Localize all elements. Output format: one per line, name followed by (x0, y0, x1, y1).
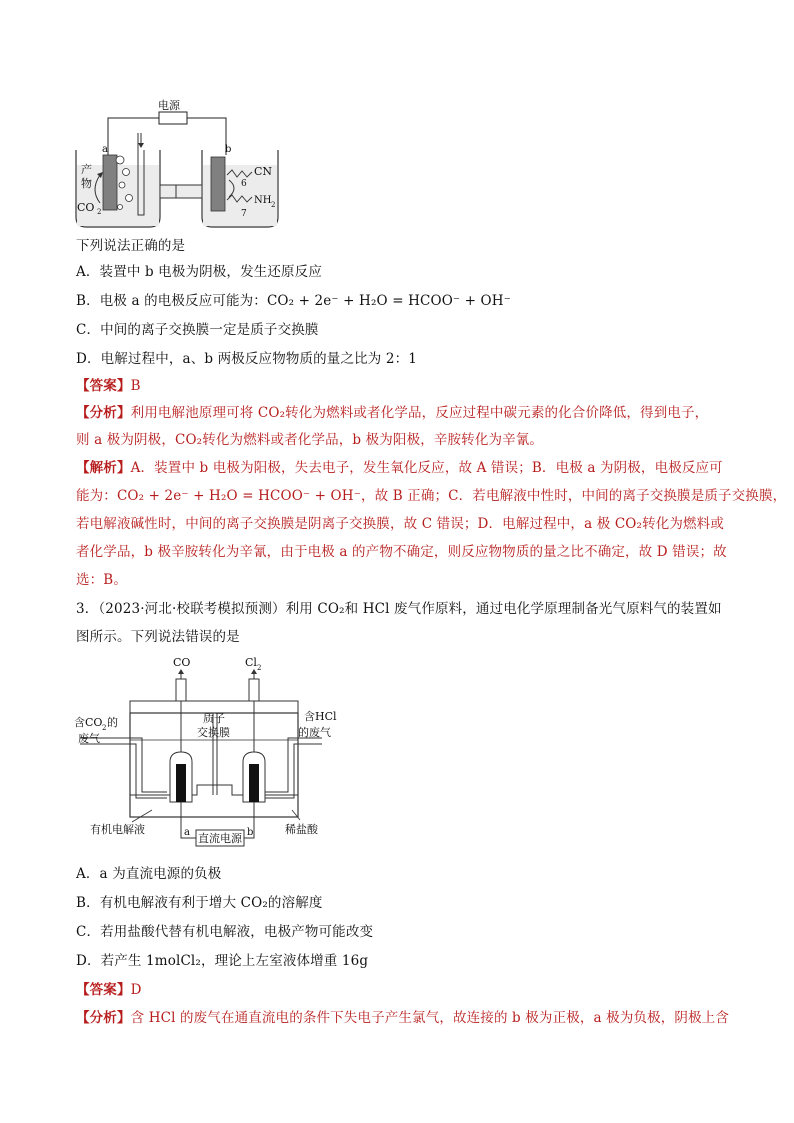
left-gas-subscript: 2 (102, 724, 107, 732)
q2-explain-line-2: 能为：CO₂ + 2e⁻ + H₂O = HCOO⁻ + OH⁻，故 B 正确；C．若电解液中性时，中间的离子交换膜是质子交换膜， (76, 488, 787, 504)
q3-option-a: A．a 为直流电源的负极 (76, 866, 222, 882)
power-source-label: 直流电源 (198, 832, 242, 845)
membrane-label-2: 交换膜 (197, 726, 230, 739)
answer-tag: 【答案】 (76, 378, 131, 394)
q2-stem: 下列说法正确的是 (76, 238, 186, 254)
chain-length-7: 7 (241, 209, 247, 219)
membrane-label-1: 质子 (203, 712, 225, 725)
left-solution-label: 有机电解液 (90, 823, 145, 836)
power-label: 电源 (158, 99, 180, 112)
right-gas-label-1: 含HCl (304, 710, 337, 723)
electrode-a-label: a (102, 144, 108, 155)
q2-option-a: A．装置中 b 电极为阴极，发生还原反应 (76, 264, 322, 280)
electrode-b-label: b (225, 144, 232, 155)
left-gas-label-1b: 的 (107, 716, 118, 729)
product-label-2: 物 (81, 177, 92, 190)
analysis-text: 利用电解池原理可将 CO₂转化为燃料或者化学品，反应过程中碳元素的化合价降低，得到电子， (130, 405, 709, 421)
co2-label: CO (77, 201, 95, 214)
left-gas-label-2: 废气 (78, 732, 100, 745)
right-gas-label-2: 的废气 (298, 726, 331, 739)
answer-tag: 【答案】 (76, 982, 131, 998)
amine-subscript: 2 (271, 201, 276, 209)
q2-explain-line-4: 者化学品，b 极辛胺转化为辛氰，由于电极 a 的产物不确定，则反应物物质的量之比不确定，故 D 错误；故 (76, 544, 727, 560)
explain-tag: 【解析】 (76, 460, 131, 476)
co2-subscript: 2 (97, 208, 102, 216)
q2-option-d: D．电解过程中，a、b 两极反应物物质的量之比为 2：1 (76, 351, 417, 367)
chain-length-6: 6 (241, 179, 247, 189)
q3-analysis-line-1 (76, 1008, 730, 1028)
analysis-tag: 【分析】 (76, 405, 131, 421)
amine-label: NH (254, 195, 272, 206)
analysis-tag: 【分析】 (76, 1010, 131, 1026)
cl2-subscript: 2 (257, 664, 262, 672)
co-label: CO (173, 656, 191, 669)
q3-option-d: D．若产生 1molCl₂，理论上左室液体增重 16g (76, 953, 369, 969)
electrolysis-diagram-1 (72, 95, 282, 235)
q2-explain-line-1 (76, 458, 726, 478)
electrode-b-label: b (247, 827, 254, 838)
nitrile-label: CN (254, 165, 273, 178)
electrode-a-label: a (184, 827, 190, 838)
left-gas-label-1: 含CO (74, 716, 103, 729)
electrolysis-diagram-2 (72, 652, 337, 854)
q2-answer (76, 376, 726, 396)
product-label-1: 产 (81, 163, 92, 176)
q3-stem-line-1: 3．（2023·河北·校联考模拟预测）利用 CO₂和 HCl 废气作原料，通过电化学原理制备光气原料气的装置如 (76, 601, 722, 617)
explain-text: A．装置中 b 电极为阳极，失去电子，发生氧化反应，故 A 错误；B．电极 a 为阴极，电极反应可 (130, 460, 723, 476)
q2-option-b: B．电极 a 的电极反应可能为：CO₂ + 2e⁻ + H₂O = HCOO⁻ + OH⁻ (76, 293, 511, 309)
q2-analysis-line-2: 则 a 极为阴极，CO₂转化为燃料或者化学品，b 极为阳极，辛胺转化为辛氰。 (76, 432, 544, 448)
cl2-label: Cl (245, 656, 257, 669)
q2-analysis-line-1 (76, 403, 726, 423)
q3-stem-line-2: 图所示。下列说法错误的是 (76, 629, 240, 645)
q2-explain-line-5: 选：B。 (76, 572, 128, 588)
q2-option-c: C．中间的离子交换膜一定是质子交换膜 (76, 322, 319, 338)
analysis-text: 含 HCl 的废气在通直流电的条件下失电子产生氯气，故连接的 b 极为正极，a 极为负极，阴极上含 (130, 1010, 730, 1026)
q3-answer (76, 980, 726, 1000)
right-solution-label: 稀盐酸 (285, 823, 318, 836)
q3-option-b: B．有机电解液有利于增大 CO₂的溶解度 (76, 895, 323, 911)
q3-option-c: C．若用盐酸代替有机电解液，电极产物可能改变 (76, 924, 374, 940)
answer-value: D (130, 982, 142, 998)
q2-explain-line-3: 若电解液碱性时，中间的离子交换膜是阴离子交换膜，故 C 错误；D．电解过程中，a 极 CO₂转化为燃料或 (76, 516, 724, 532)
answer-value: B (130, 378, 141, 394)
